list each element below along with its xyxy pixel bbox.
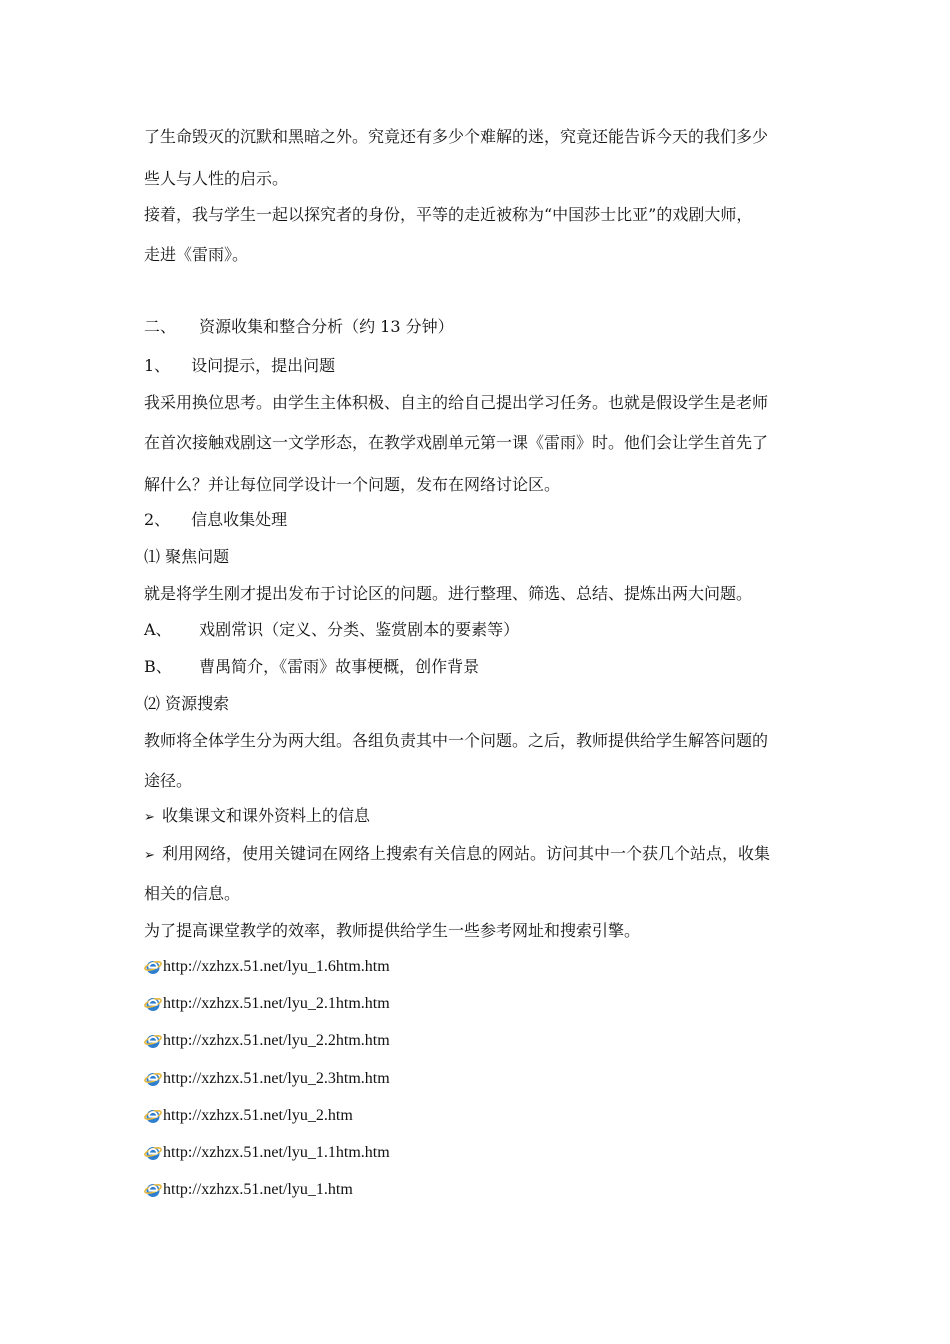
item-title: 设问提示，提出问题 <box>191 356 336 375</box>
link-url[interactable]: http://xzhzx.51.net/lyu_2.2htm.htm <box>163 1032 390 1049</box>
option-a <box>144 620 824 640</box>
bullet-arrow-icon: ➢ <box>144 810 155 825</box>
bullet-arrow-icon: ➢ <box>144 848 155 863</box>
paragraph-line: 相关的信息。 <box>144 884 241 903</box>
bullet-text: 利用网络，使用关键词在网络上搜索有关信息的网站。访问其中一个获几个站点，收集 <box>162 844 771 863</box>
paragraph-line: 走进《雷雨》。 <box>144 245 249 264</box>
internet-explorer-icon <box>144 1032 162 1050</box>
item-heading <box>144 510 824 530</box>
link-item[interactable] <box>144 1068 390 1090</box>
link-item[interactable] <box>144 993 390 1015</box>
item-number: 2、 <box>144 510 171 529</box>
link-url[interactable]: http://xzhzx.51.net/lyu_2.htm <box>163 1107 353 1124</box>
bullet-item <box>144 806 824 828</box>
internet-explorer-icon <box>144 995 162 1013</box>
link-item[interactable] <box>144 1105 353 1127</box>
paragraph-line: 教师将全体学生分为两大组。各组负责其中一个问题。之后，教师提供给学生解答问题的 <box>144 731 769 750</box>
subheading: ⑵ 资源搜索 <box>144 694 230 713</box>
link-item[interactable] <box>144 1179 353 1201</box>
paragraph-line: 了生命毁灭的沉默和黑暗之外。究竟还有多少个难解的迷，究竟还能告诉今天的我们多少 <box>144 127 769 146</box>
link-url[interactable]: http://xzhzx.51.net/lyu_2.3htm.htm <box>163 1070 390 1087</box>
section-title: 资源收集和整合分析（约 13 分钟） <box>199 317 454 336</box>
link-url[interactable]: http://xzhzx.51.net/lyu_1.htm <box>163 1181 353 1198</box>
option-label: A、 <box>144 620 172 639</box>
link-url[interactable]: http://xzhzx.51.net/lyu_1.1htm.htm <box>163 1144 390 1161</box>
internet-explorer-icon <box>144 1144 162 1162</box>
paragraph-line: 我采用换位思考。由学生主体积极、自主的给自己提出学习任务。也就是假设学生是老师 <box>144 393 769 412</box>
item-heading <box>144 356 824 376</box>
link-item[interactable] <box>144 956 390 978</box>
option-text: 戏剧常识（定义、分类、鉴赏剧本的要素等） <box>199 620 520 639</box>
paragraph-line: 途径。 <box>144 771 193 790</box>
internet-explorer-icon <box>144 1070 162 1088</box>
subheading: ⑴ 聚焦问题 <box>144 547 230 566</box>
paragraph-line: 在首次接触戏剧这一文学形态，在教学戏剧单元第一课《雷雨》时。他们会让学生首先了 <box>144 433 769 452</box>
option-text: 曹禺简介，《雷雨》故事梗概，创作背景 <box>199 657 480 676</box>
option-b <box>144 657 824 677</box>
paragraph-line: 解什么？并让每位同学设计一个问题，发布在网络讨论区。 <box>144 475 561 494</box>
paragraph-line: 些人与人性的启示。 <box>144 169 289 188</box>
link-item[interactable] <box>144 1142 390 1164</box>
section-heading <box>144 317 824 337</box>
item-title: 信息收集处理 <box>191 510 288 529</box>
link-url[interactable]: http://xzhzx.51.net/lyu_1.6htm.htm <box>163 958 390 975</box>
paragraph-line: 就是将学生刚才提出发布于讨论区的问题。进行整理、筛选、总结、提炼出两大问题。 <box>144 584 753 603</box>
paragraph-line: 接着，我与学生一起以探究者的身份，平等的走近被称为“中国莎士比亚”的戏剧大师， <box>144 205 753 224</box>
internet-explorer-icon <box>144 1181 162 1199</box>
paragraph-line: 为了提高课堂教学的效率，教师提供给学生一些参考网址和搜索引擎。 <box>144 921 641 940</box>
internet-explorer-icon <box>144 1107 162 1125</box>
section-number: 二、 <box>144 317 177 336</box>
link-item[interactable] <box>144 1030 390 1052</box>
internet-explorer-icon <box>144 958 162 976</box>
link-url[interactable]: http://xzhzx.51.net/lyu_2.1htm.htm <box>163 995 390 1012</box>
item-number: 1、 <box>144 356 171 375</box>
option-label: B、 <box>144 657 172 676</box>
bullet-item <box>144 844 824 866</box>
bullet-text: 收集课文和课外资料上的信息 <box>162 806 371 825</box>
